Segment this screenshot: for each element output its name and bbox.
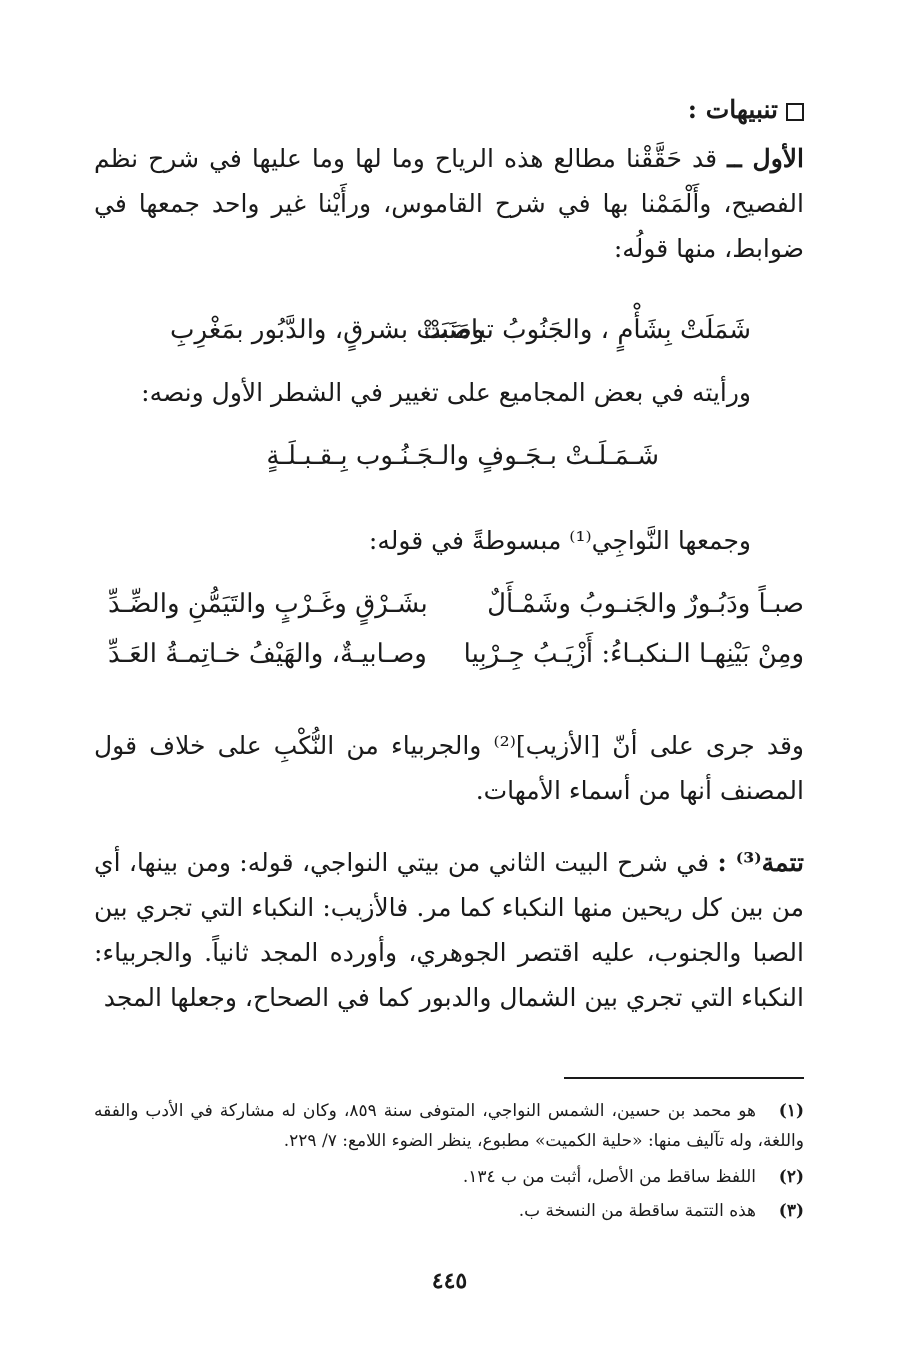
- footnote-2-number: (٢): [778, 1167, 804, 1187]
- footnote-separator: [564, 1077, 804, 1079]
- paragraph-tatimma-text: في شرح البيت الثاني من بيتي النواجي، قوله: ومن بينها، أي من بين كل ريحين منها النكباء كما مر. فالأزيب: النكباء التي تجري بين الصبا والجنوب، عليه اقتصر الجوهري، وأورده المجد ثانياً. والجربياء: النكباء التي تجري بين الشمال والدبور كما في الصحاح، وجعلها المجد: [94, 848, 804, 1012]
- paragraph-azyab: وقد جرى على أنّ [الأزيب]⁽²⁾ والجربياء من النُّكْبِ على خلاف قول المصنف أنها من أسماء الأمهات.: [94, 731, 804, 805]
- footnote-2-text: اللفظ ساقط من الأصل، أثبت من ب ١٣٤.: [462, 1167, 756, 1187]
- heading-text: تنبيهات :: [687, 95, 778, 124]
- footnote-1: [94, 1096, 804, 1156]
- footnote-1-text: هو محمد بن حسين، الشمس النواجي، المتوفى سنة ٨٥٩، وكان له مشاركة في الأدب والفقه واللغة، وله تآليف منها: «حلية الكميت» مطبوع، ينظر الضوء اللامع: ٧/ ٢٢٩.: [94, 1101, 804, 1151]
- paragraph-first-lead: الأول ــ: [727, 144, 804, 173]
- paragraph-first-text: قد حَقَّقْنا مطالع هذه الرياح وما لها وما عليها في شرح نظم الفصيح، وأَلْمَمْنا بها في شرح القاموس، ورأَيْنا غير واحد جمعها في ضوابط، منها قولُه:: [94, 144, 804, 263]
- page-number: ٤٤٥: [431, 1268, 468, 1294]
- square-bullet-icon: [786, 103, 804, 121]
- verse1-second-hemistich: وصَبَتْ بشرقٍ، والدَّبُور بمَغْرِبِ: [170, 315, 485, 345]
- paragraph-tatimma-lead: تتمة⁽³⁾ :: [717, 848, 804, 877]
- paragraph-variant: ورأيته في بعض المجاميع على تغيير في الشطر الأول ونصه:: [141, 378, 751, 407]
- verse3-line1-first: صبـاً ودَبُـورٌ والجَنـوبُ وشَمْـأَلٌ: [487, 589, 804, 619]
- verse3-line2-second: وصـابيـةٌ، والهَيْفُ خـاتِمـةُ العَـدِّ: [108, 639, 427, 669]
- paragraph-nawaji: وجمعها النَّواجِي⁽¹⁾ مبسوطةً في قوله:: [368, 526, 751, 555]
- footnote-1-number: (١): [778, 1101, 804, 1121]
- verse1-first-hemistich: شَمَلَتْ بِشَأْمٍ ، والجَنُوبُ تيامَنَتْ: [423, 315, 751, 345]
- paragraph-first: [94, 136, 804, 271]
- footnote-3-text: هذه التتمة ساقطة من النسخة ب.: [518, 1201, 756, 1221]
- verse2-hemistich: شَـمَـلَـتْ بـجَـوفٍ والـجَـنُـوب بِـقـبـلَـةٍ: [266, 441, 659, 471]
- section-heading: [688, 92, 804, 128]
- footnote-3: [94, 1196, 804, 1226]
- verse3-line2-first: ومِنْ بَيْنِهـا الـنكبـاءُ: أَزْيَـبُ جِـرْبِيا: [463, 639, 804, 669]
- footnote-3-number: (٣): [778, 1201, 804, 1221]
- paragraph-tatimma: [94, 840, 804, 1020]
- verse3-line1-second: بشَـرْقٍ وغَـرْبٍ والتَيَمُّنِ والضِّـدِّ: [108, 589, 428, 619]
- footnote-2: [94, 1162, 804, 1192]
